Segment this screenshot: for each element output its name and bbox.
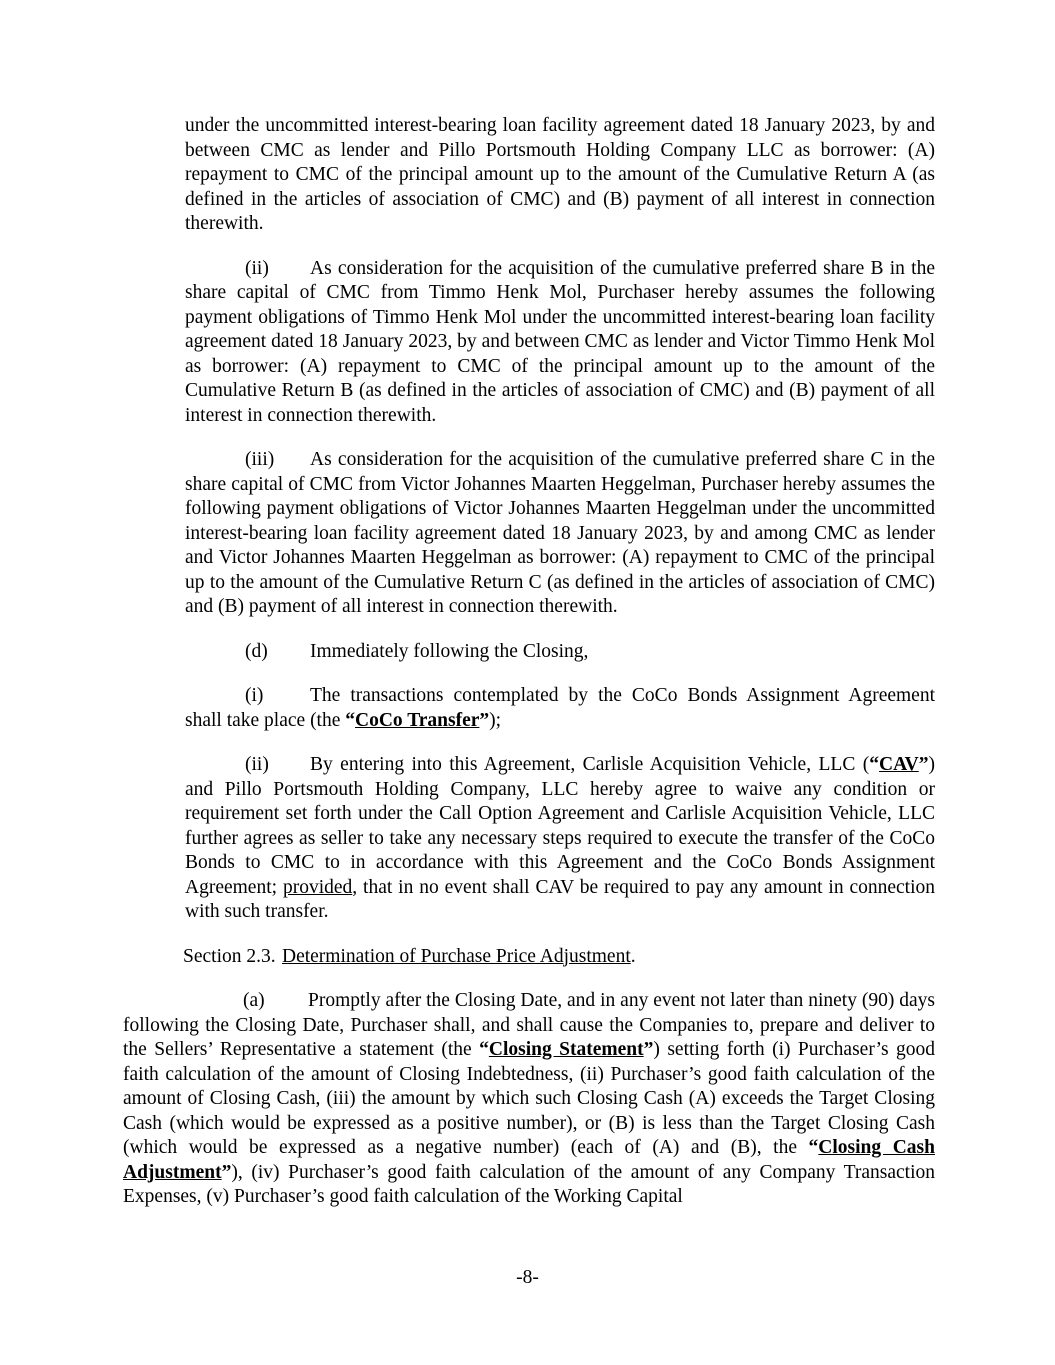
paragraph-text: Immediately following the Closing, (310, 640, 589, 662)
close-quote: ” (479, 709, 490, 731)
paragraph-text: ) and Pillo Portsmouth Holding Company, LLC hereby agree to waive any condition or requirement set forth under the Call Option Agreement and Carlisle Acquisition Vehicle, LLC further agrees as seller to take any necessary steps required to execute the transfer of the CoCo Bonds to CMC to in accordance with this Agreement and the CoCo Bonds Assignment Agreement; (185, 754, 935, 898)
open-quote: “ (869, 754, 880, 775)
list-label-d-i: (i) (245, 685, 264, 706)
open-quote: “ (808, 1137, 819, 1158)
page-number: -8- (516, 1267, 539, 1288)
section-2-3-heading (123, 945, 935, 970)
list-label-d: (d) (245, 640, 268, 662)
subparagraph-iii (185, 448, 935, 620)
clause-d-ii (185, 753, 935, 925)
defined-term-cav: CAV (879, 754, 919, 775)
open-quote: “ (345, 709, 356, 731)
list-label-ii: (ii) (245, 257, 269, 279)
paragraph-text: under the uncommitted interest-bearing loan facility agreement dated 18 January 2023, by and between CMC as lender and Pillo Portsmouth Holding Company LLC as borrower: (A) repayment to CMC of the principal amount up to the amount of the Cumulative Return A (as defined in the articles of association of CMC) and (B) payment of all interest in connection therewith. (185, 115, 935, 234)
paragraph-text: The transactions contemplated by the CoCo Bonds Assignment Agreement shall take place (the (185, 685, 935, 731)
underlined-provided: provided (282, 876, 353, 898)
paragraph-text: As consideration for the acquisition of the cumulative preferred share B in the share capital of CMC from Timmo Henk Mol, Purchaser hereby assumes the following payment obligations of Timmo Henk Mol under the uncommitted interest-bearing loan facility agreement dated 18 January 2023, by and between CMC as lender and Victor Timmo Henk Mol as borrower: (A) repayment to CMC of the principal amount up to the amount of the Cumulative Return B (as defined in the articles of association of CMC) and (B) payment of all interest in connection therewith. (185, 257, 935, 426)
close-quote: ” (918, 754, 929, 775)
close-quote: ” (221, 1161, 232, 1183)
defined-term-closing-statement: Closing Statement (488, 1039, 644, 1060)
paragraph-text: By entering into this Agreement, Carlisle Acquisition Vehicle, LLC ( (310, 754, 870, 775)
subparagraph-ii (185, 257, 935, 429)
clause-d-i (185, 684, 935, 733)
paragraph-text: ) setting forth (i) Purchaser’s good faith calculation of the amount of Closing Indebtedness, (ii) Purchaser’s good faith calculation of the amount of Closing Cash, (iii) the amount by which such Closing Cash (A) exceeds the Target Closing Cash (which would be expressed as a positive number), or (B) is less than the Target Closing Cash (which would be expressed as a negative number) (each of (A) and (B), the (123, 1039, 935, 1158)
paragraph-text: ); (489, 709, 502, 731)
indented-block (185, 114, 935, 925)
paragraph-text: , that in no event shall CAV be required to pay any amount in connection with such transfer. (185, 876, 936, 922)
paragraph-loan-facility-carryover (185, 114, 935, 237)
section-number-label: Section 2.3. (183, 945, 276, 967)
defined-term-closing-cash-adjustment: Closing Cash Adjustment (123, 1137, 935, 1183)
open-quote: “ (479, 1039, 489, 1060)
paragraph-a (123, 989, 935, 1210)
list-label-iii: (iii) (245, 449, 275, 470)
paragraph-text: Promptly after the Closing Date, and in any event not later than ninety (90) days following the Closing Date, Purchaser shall, and shall cause the Companies to, prepare and deliver to the Sellers’ Representative a statement (the (123, 990, 935, 1060)
document-content (123, 114, 935, 1230)
defined-term-coco-transfer: CoCo Transfer (355, 709, 480, 731)
close-quote: ” (643, 1039, 654, 1060)
section-title: Determination of Purchase Price Adjustment (282, 945, 631, 967)
paragraph-text: ), (iv) Purchaser’s good faith calculation of the amount of any Company Transaction Expenses, (v) Purchaser’s good faith calculation of the Working Capital (123, 1161, 935, 1207)
subparagraph-d (185, 640, 935, 665)
section-title-period: . (630, 945, 636, 967)
list-label-d-ii: (ii) (245, 754, 269, 775)
list-label-a: (a) (243, 990, 265, 1011)
paragraph-text: As consideration for the acquisition of the cumulative preferred share C in the share capital of CMC from Victor Johannes Maarten Heggelman, Purchaser hereby assumes the following payment obligations of Victor Johannes Maarten Heggelman under the uncommitted interest-bearing loan facility agreement dated 18 January 2023, by and among CMC as lender and Victor Johannes Maarten Heggelman as borrower: (A) repayment to CMC of the principal up to the amount of the Cumulative Return C (as defined in the articles of association of CMC) and (B) payment of all interest in connection therewith. (185, 449, 935, 617)
